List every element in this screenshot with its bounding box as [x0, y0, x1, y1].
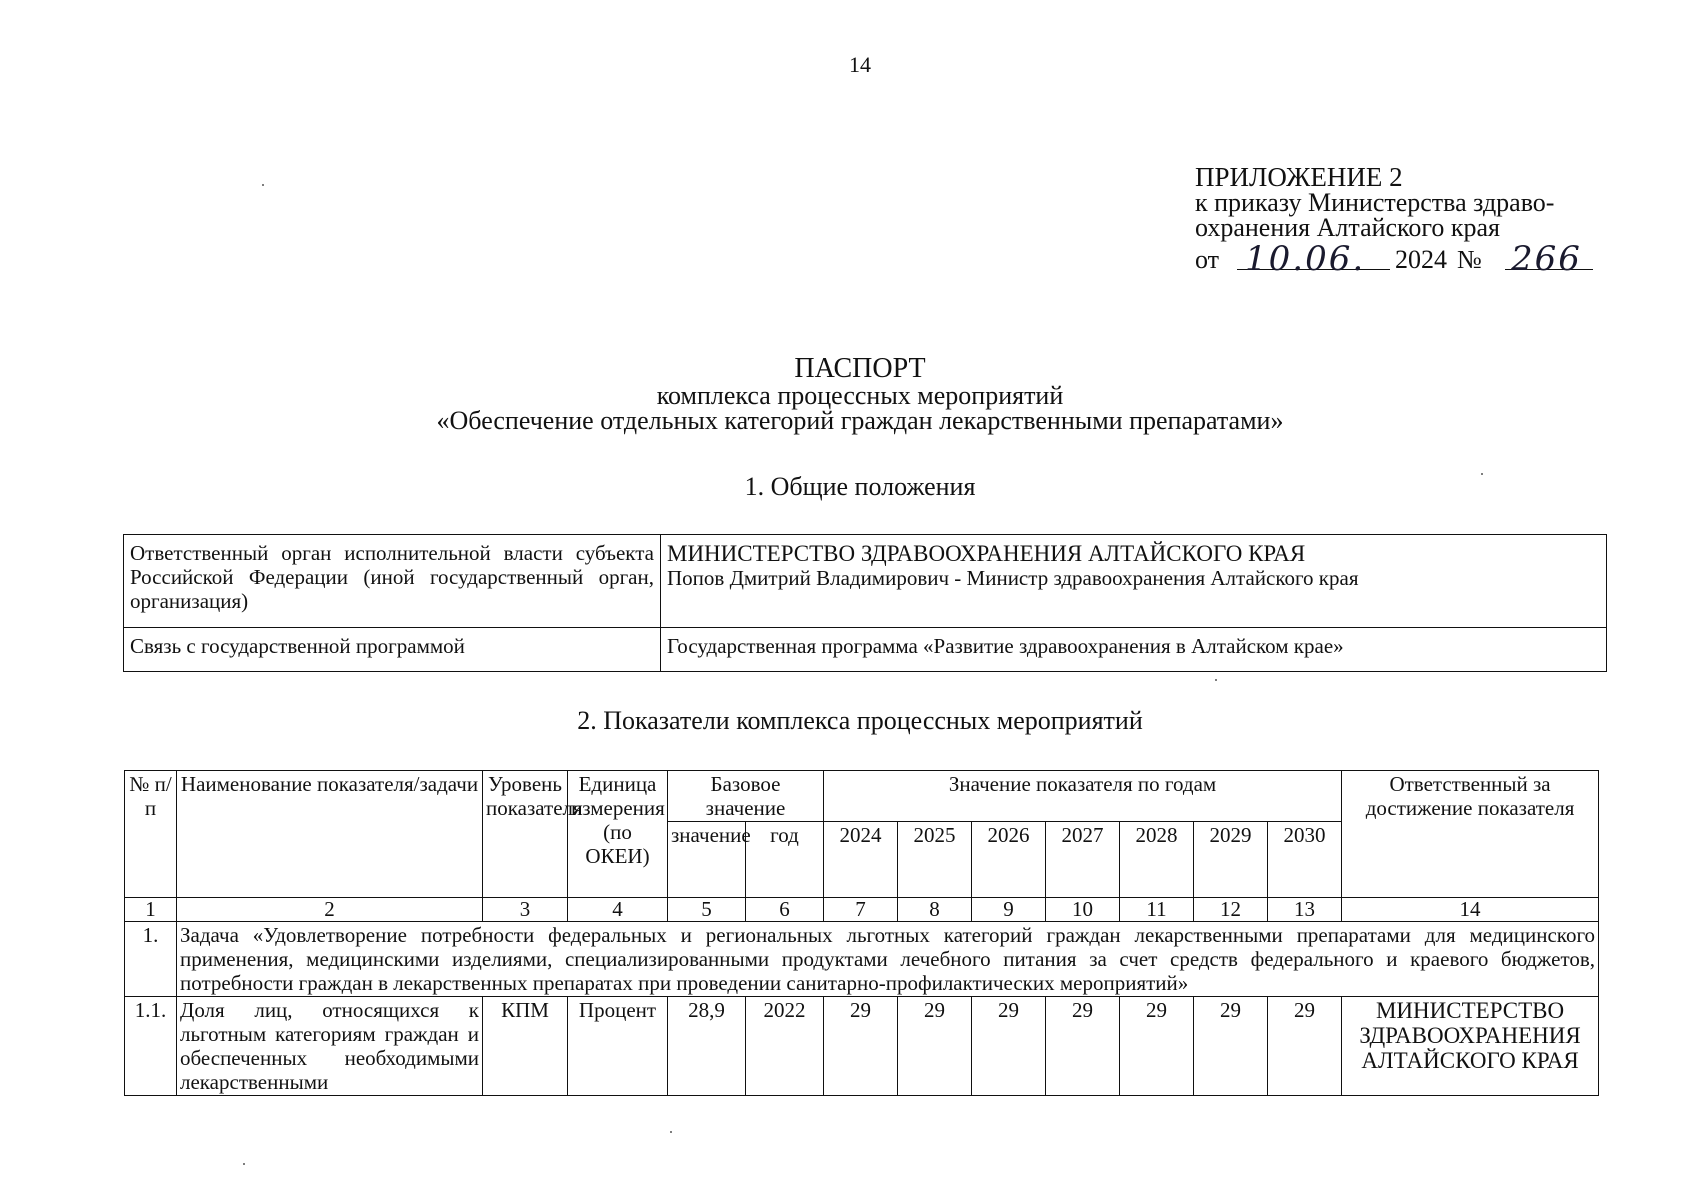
column-number: 5 [668, 898, 746, 922]
indicator-value: 29 [1194, 997, 1268, 1096]
indicator-value: 29 [1120, 997, 1194, 1096]
indicator-responsible: МИНИСТЕРСТВО ЗДРАВООХРАНЕНИЯ АЛТАЙСКОГО КРАЯ [1342, 997, 1599, 1096]
column-number: 2 [177, 898, 483, 922]
responsible-authority-value [661, 535, 1607, 628]
scan-speck [1481, 473, 1483, 475]
column-number: 10 [1046, 898, 1120, 922]
appendix-title: ПРИЛОЖЕНИЕ 2 [1195, 162, 1403, 192]
column-number-row [125, 898, 1599, 922]
indicator-value: 29 [898, 997, 972, 1096]
scan-speck [262, 184, 264, 186]
handwritten-number: 266 [1511, 239, 1582, 279]
header-base: Базовое значение [668, 771, 824, 822]
page-number: 14 [849, 52, 871, 77]
header-year: 2028 [1120, 822, 1194, 898]
header-base-value: значение [668, 822, 746, 898]
header-by-years: Значение показателя по годам [824, 771, 1342, 822]
table-row [124, 535, 1607, 628]
header-level: Уровень показателя [483, 771, 568, 898]
header-year: 2029 [1194, 822, 1268, 898]
from-label: от [1195, 245, 1220, 274]
indicator-level: КПМ [483, 997, 568, 1096]
number-label: № [1457, 245, 1482, 274]
column-number: 12 [1194, 898, 1268, 922]
general-provisions-table [123, 534, 1607, 672]
appendix-line-1: к приказу Министерства здраво- [1195, 188, 1555, 217]
indicator-value: 29 [1268, 997, 1342, 1096]
section-1-heading: 1. Общие положения [744, 472, 976, 501]
scan-speck [670, 1131, 672, 1133]
indicator-name: Доля лиц, относящихся к льготным категориям граждан и обеспеченных необходимыми лекарственными [177, 997, 483, 1096]
header-unit: Единица измерения (по ОКЕИ) [568, 771, 668, 898]
minister-name: Попов Дмитрий Владимирович - Министр здравоохранения Алтайского края [667, 566, 1359, 590]
column-number: 11 [1120, 898, 1194, 922]
indicator-num: 1.1. [125, 997, 177, 1096]
indicator-base-value: 28,9 [668, 997, 746, 1096]
indicator-unit: Процент [568, 997, 668, 1096]
header-name: Наименование показателя/задачи [177, 771, 483, 898]
passport-name: «Обеспечение отдельных категорий граждан лекарственными препаратами» [436, 406, 1284, 435]
order-date-line [1195, 239, 1582, 279]
program-link-label: Связь с государственной программой [124, 628, 661, 672]
column-number: 7 [824, 898, 898, 922]
table-row [124, 628, 1607, 672]
header-year: 2027 [1046, 822, 1120, 898]
column-number: 9 [972, 898, 1046, 922]
header-year: 2030 [1268, 822, 1342, 898]
column-number: 4 [568, 898, 668, 922]
header-year: 2026 [972, 822, 1046, 898]
header-year: 2025 [898, 822, 972, 898]
header-num: № п/п [125, 771, 177, 898]
responsible-authority-label: Ответственный орган исполнительной власти субъекта Российской Федерации (иной государственный орган, организация) [124, 535, 661, 628]
header-base-year: год [746, 822, 824, 898]
header-year: 2024 [824, 822, 898, 898]
passport-title: ПАСПОРТ [794, 353, 926, 384]
indicator-value: 29 [1046, 997, 1120, 1096]
column-number: 1 [125, 898, 177, 922]
scan-speck [1215, 679, 1217, 681]
indicators-table [124, 770, 1599, 1096]
task-row [125, 922, 1599, 997]
section-2-heading: 2. Показатели комплекса процессных мероприятий [577, 706, 1143, 735]
task-num: 1. [125, 922, 177, 997]
column-number: 8 [898, 898, 972, 922]
indicator-row [125, 997, 1599, 1096]
column-number: 6 [746, 898, 824, 922]
handwritten-date: 10.06. [1245, 239, 1366, 279]
indicator-base-year: 2022 [746, 997, 824, 1096]
column-number: 14 [1342, 898, 1599, 922]
ministry-name: МИНИСТЕРСТВО ЗДРАВООХРАНЕНИЯ АЛТАЙСКОГО КРАЯ [667, 541, 1306, 566]
appendix-block [1195, 162, 1582, 279]
program-link-value: Государственная программа «Развитие здравоохранения в Алтайском крае» [661, 628, 1607, 672]
indicator-value: 29 [972, 997, 1046, 1096]
scan-speck [243, 1163, 245, 1165]
column-number: 13 [1268, 898, 1342, 922]
column-number: 3 [483, 898, 568, 922]
header-responsible: Ответственный за достижение показателя [1342, 771, 1599, 898]
order-year: 2024 [1395, 245, 1447, 274]
appendix-line-2: охранения Алтайского края [1195, 213, 1501, 242]
header-row-1 [125, 771, 1599, 822]
indicator-value: 29 [824, 997, 898, 1096]
passport-header [0, 353, 1699, 435]
task-text: Задача «Удовлетворение потребности федеральных и региональных льготных категорий граждан лекарственными препаратами для медицинского применения, медицинскими изделиями, специализированными продуктами лечебного питания за счет средств федерального и краевого бюджетов, потребности граждан в лекарственных препаратах при проведении санитарно-профилактических мероприятий» [177, 922, 1599, 997]
passport-subtitle: комплекса процессных мероприятий [656, 381, 1064, 410]
